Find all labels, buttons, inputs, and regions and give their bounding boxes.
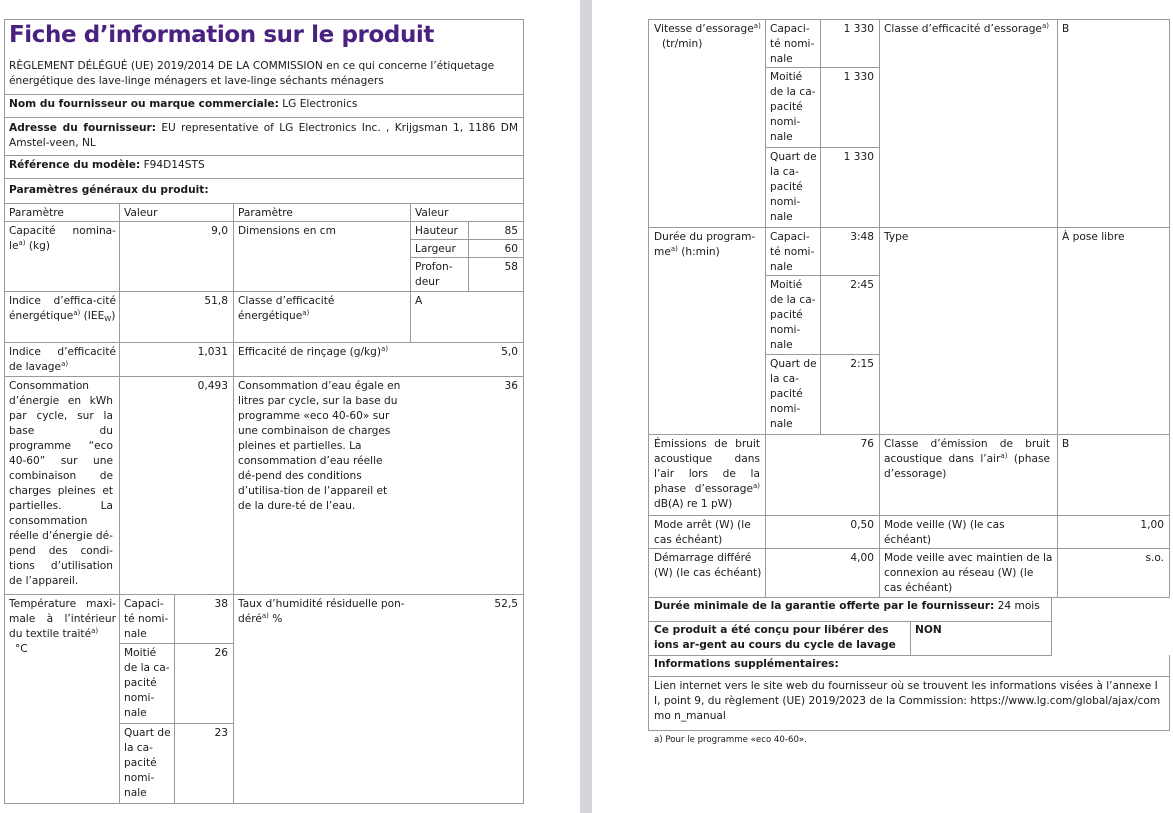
eei-value: 51,8 bbox=[204, 295, 228, 307]
network-standby-label: Mode veille avec maintien de la connexion au réseau (W) (le cas échéant) bbox=[884, 552, 1053, 595]
spin-quarter-value: 1 330 bbox=[843, 151, 874, 163]
regulation-text: RÈGLEMENT DÉLÉGUÉ (UE) 2019/2014 DE LA COMMISSION en ce qui concerne l’étiquetage énergétique des lave-linge ménagers et lave-linge séchants ménagers bbox=[9, 60, 495, 88]
water-consumption-value: 36 bbox=[504, 380, 518, 392]
noise-label: Émissions de bruit acoustique dans l’air lors de la phase d’essorage$^{a)}$ dB(A) re 1 pW) bbox=[654, 438, 760, 511]
noise-value: 76 bbox=[860, 438, 874, 450]
off-mode-label: Mode arrêt (W) (le cas échéant) bbox=[654, 519, 751, 547]
page-gap bbox=[580, 0, 592, 813]
address-value: EU representative of LG Electronics Inc. , Krijgsman 1, 1186 DM Amstel-veen, NL bbox=[9, 122, 518, 150]
col-header-value: Valeur bbox=[124, 207, 158, 219]
height-value: 85 bbox=[504, 225, 518, 237]
col-header-param: Paramètre bbox=[9, 207, 64, 219]
spin-sub-half: Moitié de la ca-pacité nomi-nale bbox=[770, 71, 816, 144]
warranty-row bbox=[650, 598, 1050, 614]
duration-quarter-value: 2:15 bbox=[850, 358, 874, 370]
energy-consumption-label: Consommation d’énergie en kWh par cycle, sur la base du programme “eco 40-60” sur une combinaison de charges pleines et partielles. La consommation réelle d’énergie dé-pend des condi-tions d’utilisation de l’appareil. bbox=[9, 380, 113, 588]
footnote: a) Pour le programme «eco 40-60». bbox=[654, 735, 807, 745]
spin-sub-full: Capaci-té nomi-nale bbox=[770, 23, 815, 66]
duration-label: Durée du program-$me^{a)}$ (h:min) bbox=[654, 231, 756, 259]
temp-sub-full: Capaci-té nomi-nale bbox=[124, 598, 169, 641]
temp-half-value: 26 bbox=[214, 647, 228, 659]
duration-sub-full: Capaci-té nomi-nale bbox=[770, 231, 815, 274]
spin-half-value: 1 330 bbox=[843, 71, 874, 83]
duration-full-value: 3:48 bbox=[850, 231, 874, 243]
temp-full-value: 38 bbox=[214, 598, 228, 610]
capacity-label: Capacité nomina-$le^{a)}$ (kg) bbox=[9, 225, 116, 253]
additional-info-heading: Informations supplémentaires: bbox=[654, 658, 839, 670]
temp-sub-quarter: Quart de la ca-pacité nomi-nale bbox=[124, 727, 171, 800]
address-label: Adresse du fournisseur: bbox=[9, 122, 157, 134]
wash-index-value: 1,031 bbox=[197, 346, 228, 358]
warranty-label: Durée minimale de la garantie offerte par le fournisseur: bbox=[654, 600, 995, 612]
depth-label: Profon-deur bbox=[415, 261, 453, 289]
height-label: Hauteur bbox=[415, 225, 458, 237]
rinse-label: Efficacité de rinçage $(g/kg)^{a)}$ bbox=[238, 345, 389, 358]
additional-info-text: Lien internet vers le site web du fournisseur où se trouvent les informations visées à l’annexe II, point 9, du règlement (UE) 2019/2023 de la Commission: https://www.lg.com/global/ajax/commo n_manual bbox=[654, 680, 1161, 723]
humidity-value: 52,5 bbox=[494, 598, 518, 610]
col-header-value-2: Valeur bbox=[415, 207, 449, 219]
off-mode-value: 0,50 bbox=[850, 519, 874, 531]
wash-index-label: Indice d’efficacité de lavage$^{a)}$ bbox=[9, 346, 116, 374]
dimensions-label: Dimensions en cm bbox=[238, 225, 336, 237]
model-value: F94D14STS bbox=[143, 159, 205, 171]
temperature-label: Température maxi-male à l’intérieur du textile traité$^{a)}$ °C bbox=[9, 598, 116, 656]
depth-value: 58 bbox=[504, 261, 518, 273]
model-label: Référence du modèle: bbox=[9, 159, 141, 171]
width-label: Largeur bbox=[415, 243, 456, 255]
spin-class-value: B bbox=[1062, 23, 1070, 35]
warranty-value: 24 mois bbox=[997, 600, 1040, 612]
temp-quarter-value: 23 bbox=[214, 727, 228, 739]
page-right bbox=[592, 0, 1173, 813]
energy-class-label: Classe d’efficacité énergétique$^{a)}$ bbox=[238, 295, 335, 323]
duration-sub-quarter: Quart de la ca-pacité nomi-nale bbox=[770, 358, 817, 431]
delay-start-value: 4,00 bbox=[850, 552, 874, 564]
noise-class-value: B bbox=[1062, 438, 1070, 450]
delay-start-label: Démarrage différé (W) (le cas échéant) bbox=[654, 552, 762, 580]
spin-full-value: 1 330 bbox=[843, 23, 874, 35]
address-row bbox=[5, 120, 520, 151]
silver-ions-value: NON bbox=[915, 624, 942, 636]
humidity-label: Taux d’humidité résiduelle pon-déré$^{a)}$ % bbox=[238, 598, 405, 626]
silver-ions-label: Ce produit a été conçu pour libérer des ions ar-gent au cours du cycle de lavage bbox=[654, 624, 896, 652]
capacity-value: 9,0 bbox=[211, 225, 228, 237]
supplier-label: Nom du fournisseur ou marque commerciale: bbox=[9, 98, 279, 110]
spin-label: Vitesse d’essorage$^{a)}$ (tr/min) bbox=[654, 22, 761, 51]
supplier-value: LG Electronics bbox=[282, 98, 358, 110]
duration-sub-half: Moitié de la ca-pacité nomi-nale bbox=[770, 279, 816, 352]
col-header-param-2: Paramètre bbox=[238, 207, 293, 219]
network-standby-value: s.o. bbox=[1145, 552, 1164, 564]
general-params-heading: Paramètres généraux du produit: bbox=[9, 184, 209, 196]
duration-half-value: 2:45 bbox=[850, 279, 874, 291]
rinse-value: 5,0 bbox=[501, 346, 518, 358]
standby-value: 1,00 bbox=[1140, 519, 1164, 531]
model-row bbox=[5, 157, 520, 173]
standby-label: Mode veille (W) (le cas échéant) bbox=[884, 519, 1005, 547]
page-title: Fiche d’information sur le produit bbox=[9, 22, 434, 48]
energy-consumption-value: 0,493 bbox=[197, 380, 228, 392]
water-consumption-label: Consommation d’eau égale en litres par cycle, sur la base du programme «eco 40-60» sur une combinaison de charges pleines et partielles. La consommation d’eau réelle dé-pend des conditions d’utilisa-tion de l’appareil et de la dure-té de l’eau. bbox=[238, 380, 401, 513]
page-left bbox=[0, 0, 580, 813]
spin-class-label: Classe d’efficacité d’essorage$^{a)}$ bbox=[884, 22, 1049, 35]
energy-class-value: A bbox=[415, 295, 423, 307]
type-value: À pose libre bbox=[1062, 231, 1125, 243]
temp-sub-half: Moitié de la ca-pacité nomi-nale bbox=[124, 647, 170, 720]
supplier-row bbox=[5, 96, 520, 112]
spin-sub-quarter: Quart de la ca-pacité nomi-nale bbox=[770, 151, 817, 224]
width-value: 60 bbox=[504, 243, 518, 255]
type-label: Type bbox=[884, 231, 909, 243]
eei-label: Indice d’effica-cité énergétique$^{a)}$ $(IEE_W)$ bbox=[9, 295, 116, 324]
noise-class-label: Classe d’émission de bruit acoustique dans l’air$^{a)}$ (phase d’essorage) bbox=[884, 438, 1050, 481]
